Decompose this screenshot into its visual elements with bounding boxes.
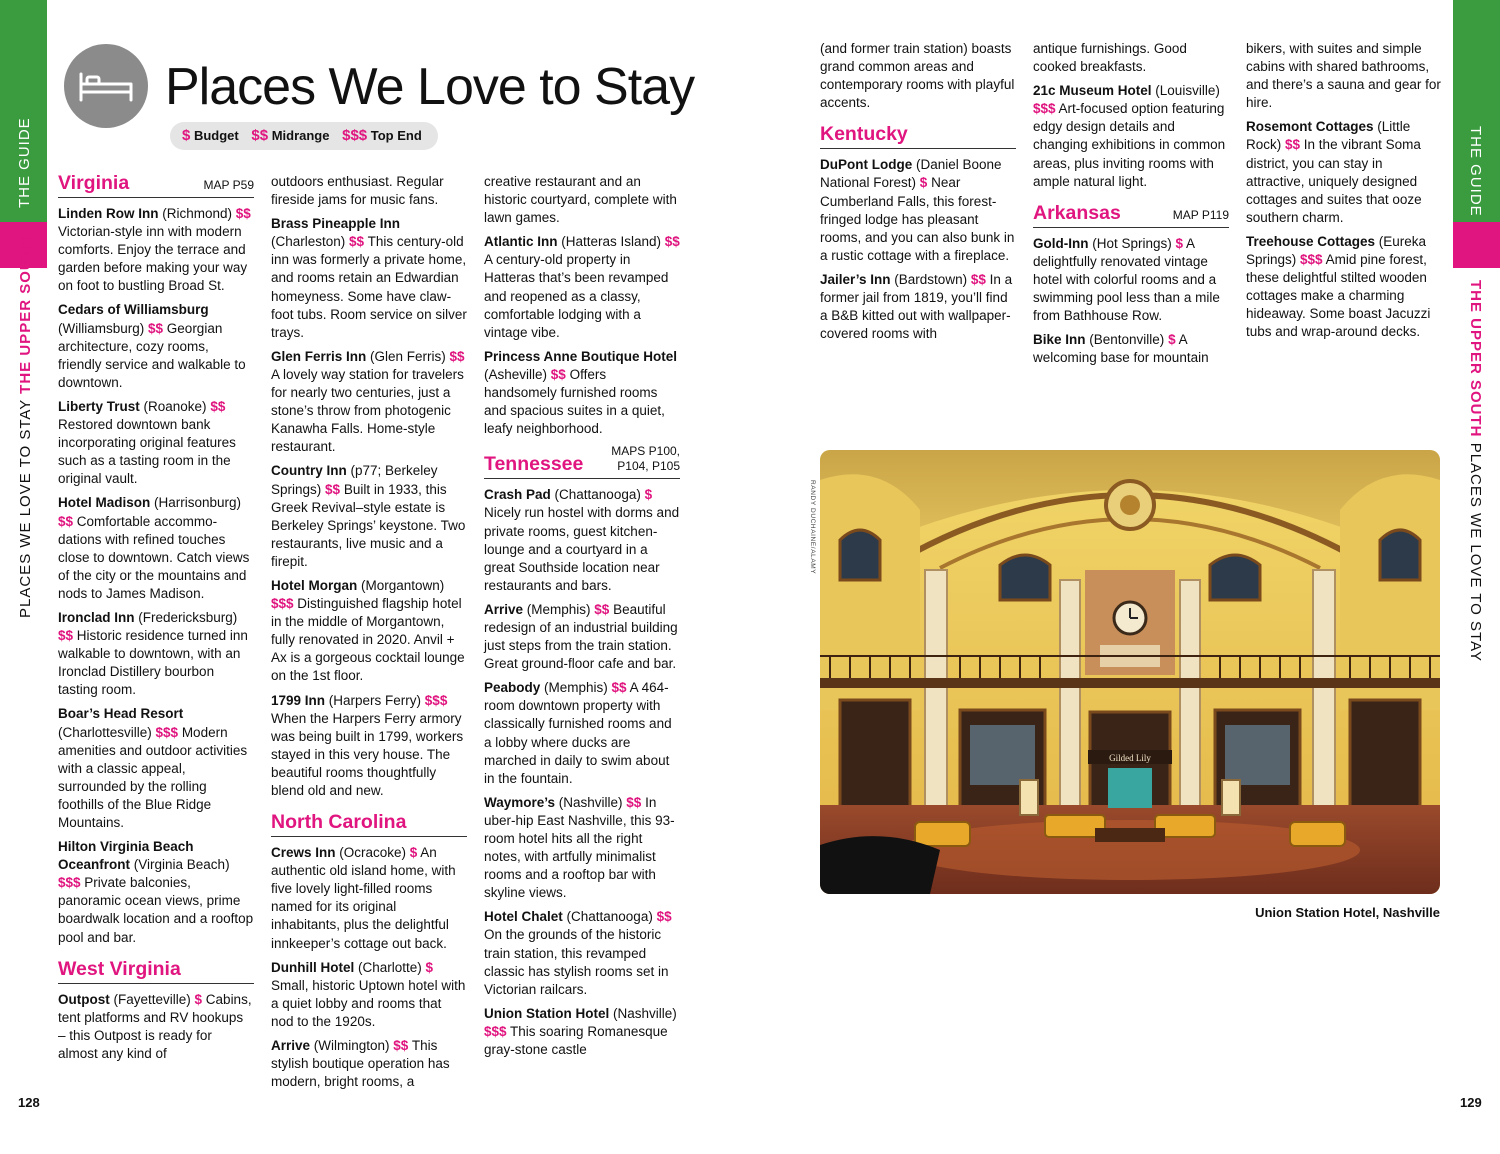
listing-name: Ironclad Inn [58, 609, 135, 625]
section-header-west-virginia [58, 957, 254, 984]
price-badge: $ [644, 487, 653, 503]
listing-name: Peabody [484, 680, 541, 696]
listing-location: (Louisville) [1151, 83, 1220, 99]
listing-location: (Morgantown) [357, 577, 445, 593]
section-header-tennessee [484, 444, 680, 479]
listing-name: Hotel Morgan [271, 577, 358, 593]
listing-location: (Fayetteville) [109, 991, 195, 1007]
listing-description: Beautiful redesign of an industrial building just steps from the train station. Great ground-floor cafe and bar. [484, 601, 678, 672]
listing-name: DuPont Lodge [820, 157, 913, 173]
listing-gold-inn [1033, 235, 1229, 325]
listing-location: (Charlotte) [354, 959, 426, 975]
listing-name: Country Inn [271, 463, 347, 479]
listing-location: (Hot Springs) [1088, 235, 1176, 251]
listing-name: Princess Anne Boutique Hotel [484, 348, 678, 364]
listing-name: Hotel Madison [58, 495, 151, 511]
listing-location: (Daniel Boone National Forest) [820, 157, 1002, 191]
listing-description: Restored downtown bank incorporating original features such as a tasting room in the original vault. [58, 417, 236, 487]
price-badge: $$ [664, 234, 680, 250]
listing-description: This stylish boutique operation has modern, bright rooms, a [271, 1038, 450, 1090]
listing-description: Small, historic Uptown hotel with a quiet lobby and rooms that nod to the 1920s. [271, 977, 466, 1029]
listing-name: 21c Museum Hotel [1033, 83, 1152, 99]
price-badge: $$$ [271, 596, 294, 612]
listing-description: Offers handsomely furnished rooms and spacious suites in a quiet, leafy neighborhood. [484, 366, 665, 437]
listing-location: (Chattanooga) [550, 487, 645, 503]
listing-description: A 464-room downtown property with classically furnished rooms and a lobby where ducks are marched in daily to swim about in the fountain. [484, 680, 672, 786]
listing-location: (Glen Ferris) [366, 348, 450, 364]
bed-icon [64, 44, 148, 128]
price-badge: $$ [393, 1038, 409, 1054]
listing-description: Victorian-style inn with modern comforts. Enjoy the terrace and garden before making your way on foot to bustling Broad St. [58, 224, 248, 294]
listing-outpost [58, 991, 254, 1063]
listing-name: Boar’s Head Resort [58, 706, 184, 722]
listing-hilton-virginia-beach [58, 838, 254, 947]
price-badge: $$ [58, 513, 74, 529]
listing-name: Treehouse Cottages [1246, 233, 1376, 249]
listing-location: (Nashville) [555, 794, 627, 810]
listing-continued: bikers, with suites and simple cabins with shared bathrooms, and there’s a sauna and gear for hire. [1246, 41, 1441, 111]
listing-peabody [484, 679, 680, 788]
listing-description: Modern amenities and outdoor activities with a classic appeal, surrounded by the rolling foothills of the Blue Ridge Mountains. [58, 724, 248, 830]
photo-credit: RANDY DUCHAINE/ALAMY [809, 480, 816, 575]
column-6 [1246, 40, 1442, 348]
listing-location: (Memphis) [540, 680, 612, 696]
listing-continued: creative restaurant and an historic courtyard, complete with lawn games. [484, 174, 677, 226]
listing-name: Gold-Inn [1033, 235, 1089, 251]
listing-location: (Bentonville) [1085, 332, 1169, 348]
listing-description: A century-old property in Hatteras that’s been revamped and reopened as a classy, comfortable lodging with a vintage vibe. [484, 252, 669, 340]
page-title: Places We Love to Stay [165, 58, 695, 116]
listing-waymores [484, 794, 680, 903]
listing-description: Private balconies, panoramic ocean views, prime boardwalk location and a rooftop pool and bar. [58, 875, 254, 945]
left-running-region: THE UPPER SOUTH [17, 236, 34, 394]
listing-boars-head-resort [58, 705, 254, 832]
listing-continued: (and former train station) boasts grand common areas and contemporary rooms with playful accents. [820, 41, 1015, 111]
listing-name: Linden Row Inn [58, 206, 159, 221]
legend-label-topend: Top End [370, 128, 422, 143]
listing-jailers-inn [820, 271, 1016, 343]
union-station-lobby-photo [820, 450, 1440, 894]
column-2 [271, 173, 467, 1097]
listing-21c-museum-hotel [1033, 82, 1229, 191]
listing-bike-inn [1033, 331, 1229, 367]
price-badge: $$ [656, 909, 672, 925]
listing-name: Outpost [58, 991, 110, 1007]
price-badge: $$ [550, 366, 566, 382]
listing-location: (Ocracoke) [335, 845, 410, 861]
map-reference [611, 444, 680, 474]
section-header-north-carolina [271, 810, 467, 837]
price-badge: $$ [449, 348, 465, 364]
price-badge: $$ [210, 398, 226, 414]
listing-description: This century-old inn was formerly a private home, and rooms retain an Edwardian homeyness. Some have claw-foot tubs. Room service on silver trays. [271, 234, 467, 340]
page-number-left: 128 [18, 1095, 40, 1110]
listing-location: (Nashville) [609, 1005, 677, 1021]
listing-dupont-lodge [820, 156, 1016, 265]
listing-description: Nicely run hostel with dorms and private rooms, guest kitchen-lounge and a courtyard in a great Southside location near restaurants and bars. [484, 505, 680, 593]
right-running-head [1467, 280, 1484, 662]
listing-name: Brass Pineapple Inn [271, 216, 401, 232]
listing-location: (Eureka Springs) [1246, 233, 1427, 268]
listing-name: 1799 Inn [271, 692, 326, 708]
price-badge: $$ [626, 794, 642, 810]
listing-arrive-memphis [484, 601, 680, 673]
listing-location: (Williamsburg) [58, 320, 149, 336]
price-badge: $$ [235, 206, 251, 221]
listing-location: (Chattanooga) [562, 909, 657, 925]
listing-description: On the grounds of the historic train station, this revamped classic has stylish rooms set in Victorian railcars. [484, 927, 669, 997]
listing-name: Jailer’s Inn [820, 271, 891, 287]
listing-continued: outdoors enthusiast. Regular fireside jams for music fans. [271, 174, 444, 208]
price-badge: $$ [58, 628, 74, 644]
listing-hotel-madison [58, 494, 254, 603]
legend-label-budget: Budget [193, 128, 239, 143]
listing-location: (Charleston) [271, 234, 350, 250]
section-name: North Carolina [271, 811, 407, 834]
price-badge: $ [1168, 332, 1176, 348]
listing-ironclad-inn [58, 609, 254, 699]
legend-symbol-budget: $ [182, 127, 191, 144]
listing-location: (Bardstown) [890, 271, 971, 287]
listing-name: Arrive [271, 1038, 311, 1054]
listing-location: (Fredericksburg) [134, 609, 238, 625]
price-badge: $$$ [1300, 252, 1323, 268]
price-badge: $ [1175, 235, 1184, 251]
right-running-region: THE UPPER SOUTH [1467, 280, 1484, 438]
section-header-kentucky [820, 122, 1016, 149]
map-reference: MAP P119 [1172, 207, 1229, 222]
listing-continued: antique furnishings. Good cooked breakfasts. [1033, 41, 1187, 75]
listing-glen-ferris-inn [271, 348, 467, 457]
price-legend [170, 122, 438, 150]
listing-description: Cabins, tent platforms and RV hookups – this Outpost is ready for almost any kind of [58, 991, 252, 1061]
price-badge: $ [409, 845, 418, 861]
listing-description: Near Cumberland Falls, this forest-fringed lodge has pleasant rooms, and you can also bunk in a rustic cottage with a fireplace. [820, 175, 1015, 263]
price-badge: $ [919, 175, 928, 191]
listing-name: Crash Pad [484, 487, 551, 503]
section-name: Tennessee [484, 453, 584, 476]
listing-location: (Wilmington) [310, 1038, 394, 1054]
listing-location: (p77; Berkeley Springs) [271, 463, 438, 497]
listing-name: Atlantic Inn [484, 234, 558, 250]
listing-hotel-chalet [484, 908, 680, 998]
listing-hotel-morgan [271, 577, 467, 686]
price-badge: $$$ [424, 692, 448, 708]
listing-name: Rosemont Cottages [1246, 119, 1374, 135]
listing-name: Arrive [484, 601, 524, 617]
listing-description: In uber-hip East Nashville, this 93-room hotel hits all the right notes, with artfully minimalist rooms and a rooftop bar with skyline views. [484, 794, 675, 901]
listing-description: Historic residence turned inn walkable to downtown, with an Ironclad Distillery bourbon tasting room. [58, 628, 248, 698]
listing-description: In a former jail from 1819, you’ll find a B&B kitted out with wallpaper-covered rooms with [820, 271, 1013, 342]
listing-name: Dunhill Hotel [271, 959, 355, 975]
map-reference-line: P104, P105 [617, 459, 680, 474]
listing-description: Distinguished flagship hotel in the middle of Morgantown, fully renovated in 2020. Anvil + Ax is a gorgeous cocktail lounge on the 1st floor. [271, 596, 465, 684]
listing-location: (Memphis) [523, 601, 595, 617]
listing-description: A lovely way station for travelers for nearly two centuries, just a stone’s throw from photogenic Kanawha Falls. Home-style restaurant. [271, 366, 464, 455]
price-badge: $$ [349, 234, 365, 250]
listing-location: (Charlottesville) [58, 724, 156, 740]
photo-caption: Union Station Hotel, Nashville [1255, 905, 1440, 920]
price-badge: $$ [611, 680, 627, 696]
listing-name: Hotel Chalet [484, 909, 563, 925]
column-1 [58, 171, 254, 1069]
section-name: Virginia [58, 172, 130, 194]
price-badge: $$ [594, 601, 610, 617]
column-4 [820, 40, 1016, 349]
map-reference-line: MAPS P100, [611, 444, 680, 459]
listing-name: Hilton Virginia Beach Oceanfront [58, 839, 194, 873]
listing-name: Crews Inn [271, 845, 336, 861]
listing-brass-pineapple-inn [271, 215, 467, 342]
section-name: Kentucky [820, 123, 908, 146]
price-badge: $$$ [155, 724, 179, 740]
listing-atlantic-inn [484, 233, 680, 342]
listing-name: Glen Ferris Inn [271, 348, 367, 364]
price-badge: $ [425, 959, 434, 975]
section-name: West Virginia [58, 957, 181, 980]
section-name: Arkansas [1033, 201, 1121, 224]
section-header-virginia [58, 171, 254, 198]
listing-princess-anne [484, 348, 680, 438]
legend-symbol-midrange: $$ [251, 127, 269, 144]
price-badge: $$$ [1033, 101, 1056, 117]
column-5 [1033, 40, 1229, 373]
price-badge: $$$ [484, 1023, 507, 1039]
listing-description: Built in 1933, this Greek Revival–style estate is Berkeley Springs’ keystone. Two restaurants, live music and a firepit. [271, 481, 466, 569]
listing-crews-inn [271, 844, 467, 953]
listing-description: A welcoming base for mountain [1033, 332, 1209, 366]
photo-sign-text: Gilded Lily [1109, 753, 1151, 763]
price-badge: $$ [148, 320, 164, 336]
listing-location: (Roanoke) [139, 398, 211, 414]
listing-liberty-trust [58, 398, 254, 488]
listing-location: (Hatteras Island) [557, 234, 665, 250]
listing-description: In the vibrant Soma district, you can stay in attractive, uniquely designed cottages and suites that ooze southern charm. [1246, 137, 1422, 225]
column-3 [484, 173, 680, 1065]
listing-country-inn [271, 462, 467, 571]
section-header-arkansas [1033, 201, 1229, 228]
listing-description: Amid pine forest, these delightful stilted wooden cottages make a charming hideaway. Some boast Jacuzzi tubs and wrap-around decks. [1246, 252, 1431, 340]
listing-description: Georgian architecture, cozy rooms, friendly service and walkable to downtown. [58, 320, 246, 390]
price-badge: $$$ [58, 875, 81, 891]
page-number-right: 129 [1460, 1095, 1482, 1110]
listing-treehouse-cottages [1246, 233, 1442, 342]
listing-crash-pad [484, 486, 680, 595]
listing-arrive-wilmington [271, 1037, 467, 1091]
right-tab-label: THE GUIDE [1467, 126, 1484, 217]
right-running-chapter: PLACES WE LOVE TO STAY [1467, 442, 1484, 662]
listing-name: Cedars of Williamsburg [58, 302, 209, 318]
listing-rosemont-cottages [1246, 118, 1442, 227]
listing-name: Bike Inn [1033, 332, 1086, 348]
listing-name: Waymore’s [484, 794, 556, 810]
listing-location: (Richmond) [158, 206, 236, 221]
listing-dunhill-hotel [271, 959, 467, 1031]
listing-union-station-hotel [484, 1005, 680, 1059]
listing-description: When the Harpers Ferry armory was being built in 1799, workers stayed in this very house. The beautiful rooms thoughtfully blend old and new. [271, 710, 464, 798]
listing-linden-row-inn [58, 205, 254, 295]
price-badge: $ [194, 991, 203, 1007]
price-badge: $$ [325, 481, 341, 497]
right-tab-pink [1453, 222, 1500, 268]
left-running-head [17, 236, 34, 618]
left-running-chapter: PLACES WE LOVE TO STAY [17, 398, 34, 618]
listing-location: (Harrisonburg) [150, 495, 242, 511]
listing-location: (Asheville) [484, 366, 551, 382]
listing-description: This soaring Romanesque gray-stone castle [484, 1023, 668, 1058]
listing-description: Comfortable accommo-dations with refined touches close to downtown. Catch views of the city or the mountains and nods to James Madison. [58, 513, 250, 601]
listing-location: (Little Rock) [1246, 119, 1411, 153]
price-badge: $$ [970, 271, 986, 287]
listing-description: Art-focused option featuring edgy design details and changing exhibitions in common areas, plus inviting rooms with ample natural light. [1033, 101, 1226, 189]
map-reference: MAP P59 [203, 178, 254, 192]
listing-description: An authentic old island home, with five lovely light-filled rooms named for its original inhabitants, plus the delightful innkeeper’s cottage out back. [271, 845, 456, 951]
listing-name: Liberty Trust [58, 398, 140, 414]
left-tab-label: THE GUIDE [16, 117, 33, 208]
listing-description: A delightfully renovated vintage hotel with colorful rooms and a swimming pool less than a mile from Bathhouse Row. [1033, 235, 1220, 324]
legend-label-midrange: Midrange [271, 128, 330, 143]
listing-location: (Harpers Ferry) [325, 692, 425, 708]
listing-location: (Virginia Beach) [130, 857, 230, 873]
listing-name: Union Station Hotel [484, 1005, 610, 1021]
listing-1799-inn [271, 692, 467, 801]
listing-cedars-of-williamsburg [58, 301, 254, 391]
price-badge: $$ [1285, 137, 1301, 153]
legend-symbol-topend: $$$ [342, 127, 368, 144]
